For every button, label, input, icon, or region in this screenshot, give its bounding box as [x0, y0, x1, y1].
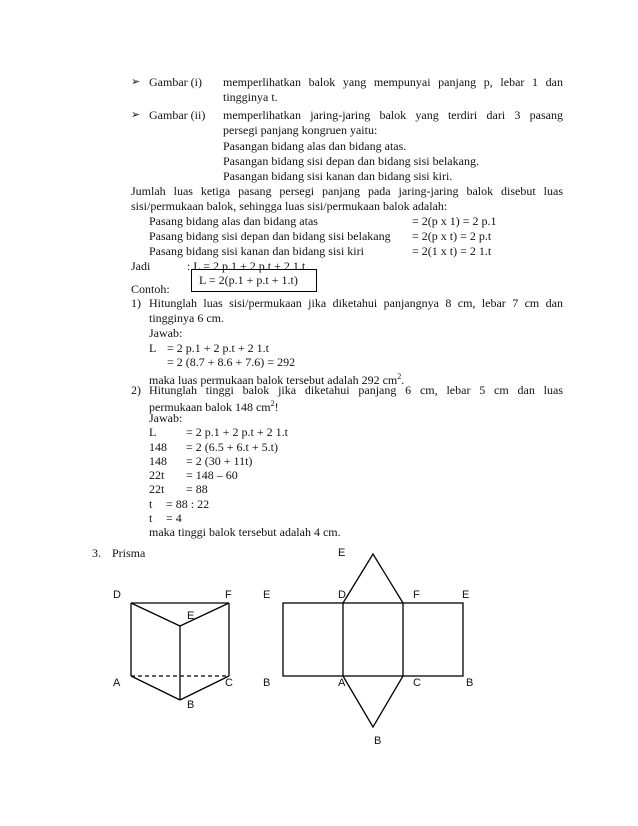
triangular-prism: [131, 603, 229, 700]
example-number: 1): [131, 296, 141, 310]
summary-paragraph: sisi/permukaan balok, sehingga luas sisi/permukaan balok adalah:: [131, 199, 448, 213]
step-rhs: = 2 (8.7 + 8.6 + 7.6) = 292: [167, 355, 296, 369]
net-label-F: F: [413, 589, 420, 601]
summary-row-label: Pasang bidang sisi kanan dan bidang sisi kiri: [149, 244, 364, 258]
bullet-text: persegi panjang kongruen yaitu:: [223, 123, 378, 137]
net-label-D: D: [338, 589, 346, 601]
step-lhs: 148: [149, 454, 167, 468]
step-lhs: L: [149, 341, 157, 355]
prism-label-B: B: [187, 699, 195, 711]
section-number: 3.: [92, 546, 101, 560]
conclusion-end: .: [401, 373, 405, 387]
net-label-left-E: E: [263, 589, 271, 601]
jadi-formula: : L = 2 p.1 + 2 p.t + 2 1.t: [187, 259, 306, 273]
bullet-text: memperlihatkan balok yang mempunyai panjang p, lebar 1 dan: [223, 75, 563, 89]
section-title: Prisma: [112, 546, 146, 560]
conclusion-text: maka luas permukaan balok tersebut adalah 292 cm: [149, 373, 398, 387]
prism-label-C: C: [225, 677, 233, 689]
prism-label-A: A: [113, 677, 121, 689]
example-question: Hitunglah tinggi balok jika diketahui panjang 6 cm, lebar 5 cm dan luas: [149, 383, 563, 397]
step-rhs: = 88: [186, 482, 208, 496]
net-label-A: A: [338, 677, 346, 689]
bullet-subitem: Pasangan bidang sisi kanan dan bidang sisi kiri.: [223, 169, 453, 183]
summary-row-label: Pasang bidang alas dan bidang atas: [149, 214, 318, 228]
prism-edge-AB: [131, 676, 180, 700]
step-rhs: = 2 p.1 + 2 p.t + 2 1.t: [186, 425, 288, 439]
step-rhs: = 2 (30 + 11t): [186, 454, 253, 468]
bullet-subitem: Pasangan bidang sisi depan dan bidang sisi belakang.: [223, 154, 479, 168]
example-question: tingginya 6 cm.: [149, 311, 224, 325]
net-bottom-triangle: [343, 676, 403, 727]
bullet-text: tingginya t.: [223, 90, 278, 104]
prism-net: [283, 554, 463, 727]
jadi-label: Jadi: [131, 259, 151, 273]
bullet-arrow-icon: ➢: [131, 75, 141, 88]
step-rhs: = 2 p.1 + 2 p.t + 2 1.t: [167, 341, 269, 355]
step-rhs: = 4: [166, 511, 182, 525]
bullet-text: memperlihatkan jaring-jaring balok yang terdiri dari 3 pasang: [223, 108, 563, 122]
jawab-label: Jawab:: [149, 411, 183, 425]
net-label-right-E: E: [462, 589, 470, 601]
net-top-triangle: [343, 554, 403, 603]
prism-edge-CB: [180, 676, 229, 700]
step-lhs: t: [149, 497, 153, 511]
bullet-subitem: Pasangan bidang alas dan bidang atas.: [223, 139, 407, 153]
summary-row-label: Pasang bidang sisi depan dan bidang sisi belakang: [149, 229, 391, 243]
bullet-arrow-icon: ➢: [131, 108, 141, 121]
question-end: !: [274, 400, 279, 414]
step-rhs: = 148 – 60: [186, 468, 238, 482]
step-lhs: t: [149, 511, 153, 525]
net-label-left-B: B: [263, 677, 271, 689]
summary-row-value: = 2(p x 1) = 2 p.1: [412, 214, 497, 228]
summary-row-value: = 2(p x t) = 2 p.t: [412, 229, 492, 243]
jawab-label: Jawab:: [149, 326, 183, 340]
prism-label-F: F: [225, 589, 232, 601]
step-rhs: = 88 : 22: [166, 497, 210, 511]
net-label-C: C: [413, 677, 421, 689]
bullet-term: Gambar (ii): [149, 108, 206, 122]
example-question: Hitunglah luas sisi/permukaan jika diketahui panjangnya 8 cm, lebar 7 cm dan: [149, 296, 563, 310]
step-lhs: L: [149, 425, 157, 439]
step-lhs: 148: [149, 440, 167, 454]
superscript: 2: [397, 372, 402, 381]
step-rhs: = 2 (6.5 + 6.t + 5.t): [186, 440, 278, 454]
summary-row-value: = 2(1 x t) = 2 1.t: [412, 244, 492, 258]
summary-paragraph: Jumlah luas ketiga pasang persegi panjang pada jaring-jaring balok disebut luas: [131, 184, 563, 198]
net-label-bottom-B: B: [374, 735, 382, 747]
net-label-top-E: E: [338, 547, 346, 559]
step-lhs: 22t: [149, 468, 165, 482]
superscript: 2: [270, 399, 275, 408]
net-label-right-B: B: [466, 677, 474, 689]
prism-label-E: E: [187, 610, 195, 622]
net-rectangle: [283, 603, 463, 676]
contoh-heading: Contoh:: [131, 282, 170, 296]
bullet-term: Gambar (i): [149, 75, 202, 89]
example-number: 2): [131, 383, 141, 397]
prism-edge-DE: [131, 603, 180, 626]
step-lhs: 22t: [149, 482, 165, 496]
example-conclusion: maka tinggi balok tersebut adalah 4 cm.: [149, 525, 341, 539]
prism-label-D: D: [113, 589, 121, 601]
question-text: permukaan balok 148 cm: [149, 400, 271, 414]
formula-box-text: L = 2(p.1 + p.t + 1.t): [199, 273, 298, 287]
